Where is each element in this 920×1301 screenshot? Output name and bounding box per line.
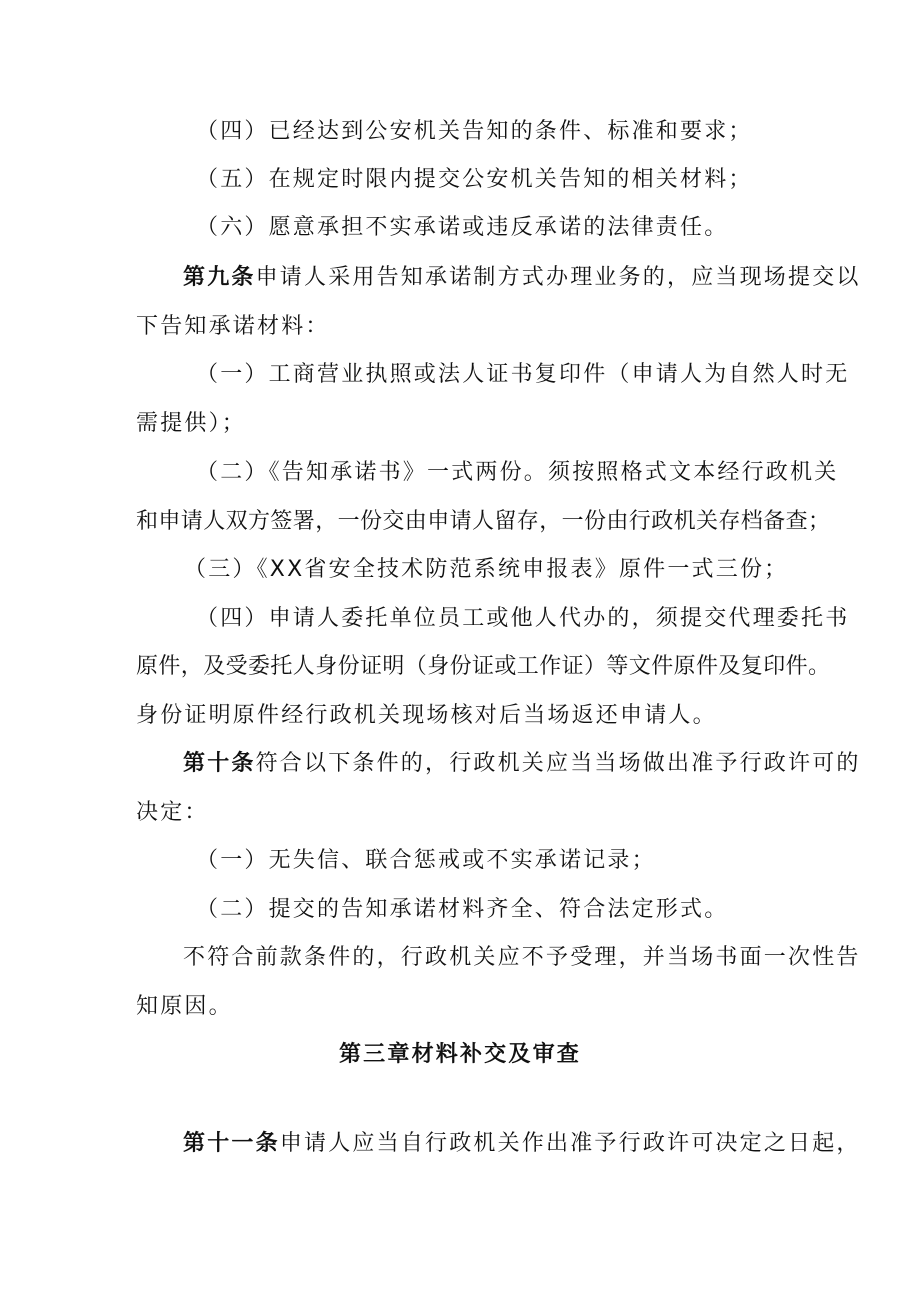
- line-text: 和申请人双方签署，一份交由申请人留存，一份由行政机关存档备查；: [136, 509, 831, 534]
- line-text: （二）《告知承诺书》一式两份。须按照格式文本经行政机关: [196, 460, 839, 485]
- line-text: 申请人采用告知承诺制方式办理业务的，应当现场提交以: [255, 265, 861, 290]
- line-text: 知原因。: [136, 994, 233, 1019]
- article-11-label: 第十一条: [183, 1131, 280, 1156]
- paragraph-line: [136, 702, 717, 730]
- paragraph-line: [184, 556, 788, 584]
- line-text: 原件，及受委托人身份证明（身份证或工作证）等文件原件及复印件。: [136, 654, 831, 679]
- paragraph-line: [196, 361, 849, 389]
- line-text: 需提供）；: [136, 411, 247, 436]
- line-text: （三）《XX省安全技术防范系统申报表》原件一式三份；: [184, 557, 789, 582]
- line-text: 下告知承诺材料：: [136, 314, 330, 339]
- paragraph-line: [196, 459, 838, 487]
- paragraph-line: [196, 896, 728, 924]
- paragraph-line: [136, 653, 830, 681]
- line-text: （六）愿意承担不实承诺或违反承诺的法律责任。: [196, 215, 729, 240]
- article-11-first-line: [183, 1130, 861, 1158]
- line-text: （四）已经达到公安机关告知的条件、标准和要求；: [196, 119, 753, 144]
- article-10-first-line: [183, 750, 861, 778]
- line-text: 不符合前款条件的，行政机关应不予受理，并当场书面一次性告: [183, 945, 861, 970]
- line-text: 符合以下条件的，行政机关应当当场做出准予行政许可的: [255, 751, 861, 776]
- line-text: 决定：: [136, 800, 209, 825]
- paragraph-line: [196, 214, 728, 242]
- line-text: （一）无失信、联合惩戒或不实承诺记录；: [196, 848, 656, 873]
- paragraph-line: [136, 313, 330, 341]
- paragraph-line: [196, 847, 656, 875]
- paragraph-line: [196, 118, 753, 146]
- paragraph-line: [136, 799, 209, 827]
- line-text: 申请人应当自行政机关作出准予行政许可决定之日起，: [279, 1131, 861, 1156]
- paragraph-line: [183, 944, 861, 972]
- article-9-first-line: [183, 264, 861, 292]
- line-text: （一）工商营业执照或法人证书复印件（申请人为自然人时无: [196, 362, 850, 387]
- paragraph-line: [136, 993, 233, 1021]
- line-text: 身份证明原件经行政机关现场核对后当场返还申请人。: [136, 703, 717, 728]
- paragraph-line: [196, 605, 849, 633]
- paragraph-line: [196, 166, 753, 194]
- line-text: （二）提交的告知承诺材料齐全、符合法定形式。: [196, 897, 729, 922]
- line-text: （五）在规定时限内提交公安机关告知的相关材料；: [196, 167, 753, 192]
- paragraph-line: [136, 410, 246, 438]
- line-text: （四）申请人委托单位员工或他人代办的，须提交代理委托书: [196, 606, 850, 631]
- chapter-heading: 第三章材料补交及审查: [338, 1042, 581, 1067]
- article-10-label: 第十条: [183, 751, 256, 776]
- article-9-label: 第九条: [183, 265, 256, 290]
- paragraph-line: [136, 508, 830, 536]
